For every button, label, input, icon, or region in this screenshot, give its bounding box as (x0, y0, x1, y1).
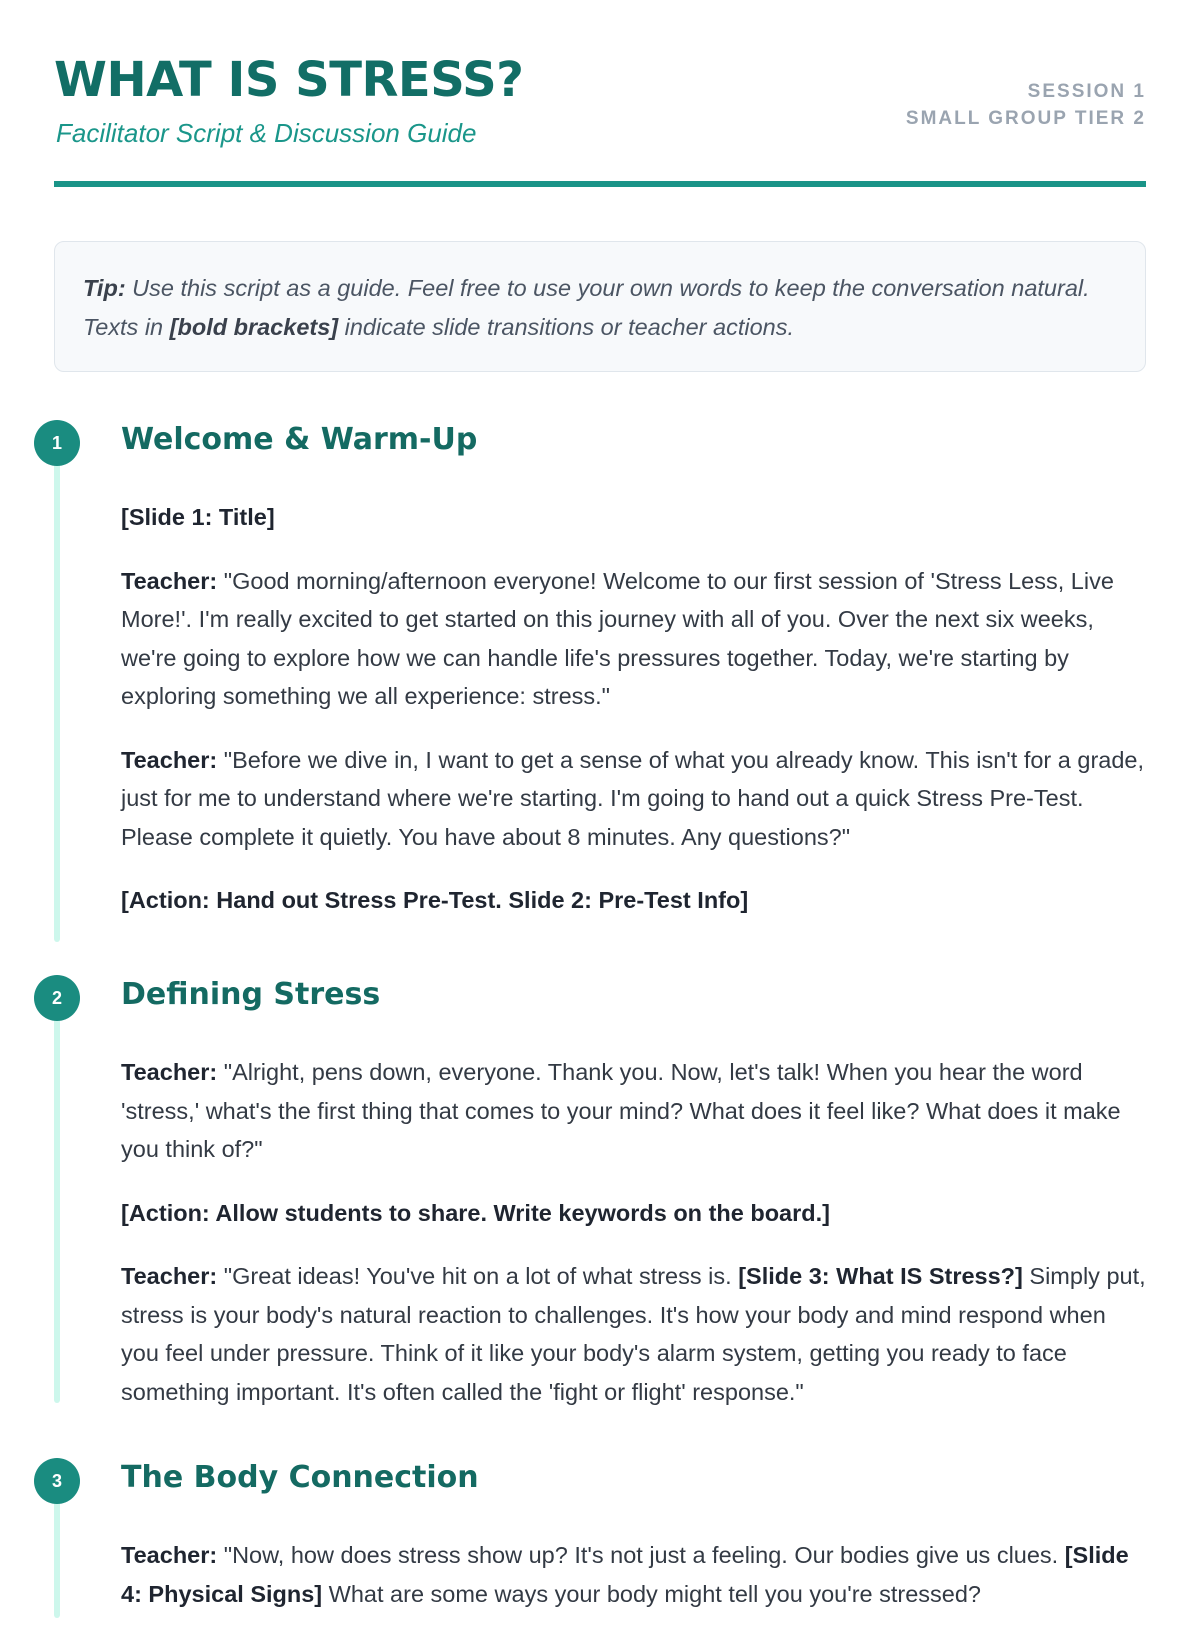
speaker-label: Teacher: (121, 1263, 218, 1289)
speaker-label: Teacher: (121, 746, 218, 773)
teacher-line (121, 1536, 1149, 1613)
teacher-text: What are some ways your body might tell you you're stressed? (322, 1580, 982, 1607)
action-cue: [Action: Allow students to share. Write keywords on the board.] (121, 1199, 830, 1226)
timeline-line (54, 1498, 60, 1618)
section-body (121, 1536, 1149, 1638)
timeline-line (54, 1015, 60, 1403)
section-title: Defining Stress (121, 977, 381, 1012)
slide-cue: [Slide 3: What IS Stress?] (738, 1263, 1023, 1289)
step-badge: 1 (34, 420, 80, 466)
tip-box (54, 241, 1146, 372)
teacher-line (121, 1257, 1149, 1411)
page-title: WHAT IS STRESS? (54, 52, 524, 108)
section-title: The Body Connection (121, 1460, 479, 1495)
teacher-line (121, 562, 1149, 716)
step-badge: 2 (34, 975, 80, 1021)
slide-cue: [Slide 4: Physical Signs] (121, 1542, 1129, 1607)
teacher-text: "Before we dive in, I want to get a sense of what you already know. This isn't for a grade, just for me to understand where we're starting. I'm going to hand out a quick Stress Pre-Test. Please complete it quietly. You have about 8 minutes. Any questions?" (121, 746, 1145, 850)
section-body (121, 1053, 1149, 1436)
tip-bold: [bold brackets] (169, 314, 339, 340)
tip-text-before: Use this script as a guide. Feel free to use your own words to keep the conversation natural. Texts in (83, 275, 1090, 340)
speaker-label: Teacher: (121, 567, 218, 594)
tip-text-after: indicate slide transitions or teacher actions. (338, 314, 794, 340)
page-subtitle: Facilitator Script & Discussion Guide (56, 118, 477, 148)
teacher-text: "Great ideas! You've hit on a lot of what stress is. (217, 1263, 739, 1289)
session-info (906, 78, 1146, 132)
teacher-text: "Good morning/afternoon everyone! Welcome to our first session of 'Stress Less, Live More!'. I'm really excited to get started on this journey with all of you. Over the next six weeks, we're going to explore how we can handle life's pressures together. Today, we're starting by exploring something we all experience: stress." (121, 567, 1114, 709)
step-badge: 3 (34, 1458, 80, 1504)
tip-label: Tip: (83, 275, 126, 301)
group-label: SMALL GROUP TIER 2 (905, 108, 1146, 129)
section-title: Welcome & Warm-Up (121, 422, 478, 457)
header (54, 0, 1146, 187)
slide-cue: [Slide 1: Title] (121, 504, 275, 530)
timeline-line (54, 460, 60, 942)
section-body (121, 498, 1149, 945)
speaker-label: Teacher: (121, 1059, 218, 1085)
action-cue: [Action: Hand out Stress Pre-Test. Slide 2: Pre-Test Info] (121, 887, 749, 913)
teacher-text: Simply put, stress is your body's natural reaction to challenges. It's how your body and mind respond when you feel under pressure. Think of it like your body's alarm system, getting you ready to face something important. It's often called the 'fight or flight' response." (121, 1263, 1146, 1405)
teacher-line (121, 741, 1149, 857)
teacher-line (121, 1053, 1149, 1169)
teacher-text: "Alright, pens down, everyone. Thank you. Now, let's talk! When you hear the word 'stress,' what's the first thing that comes to your mind? What does it feel like? What does it make you think of?" (121, 1059, 1121, 1162)
header-divider (54, 181, 1146, 187)
speaker-label: Teacher: (121, 1542, 218, 1568)
teacher-text: "Now, how does stress show up? It's not just a feeling. Our bodies give us clues. (217, 1542, 1065, 1568)
session-label: SESSION 1 (1027, 81, 1146, 102)
